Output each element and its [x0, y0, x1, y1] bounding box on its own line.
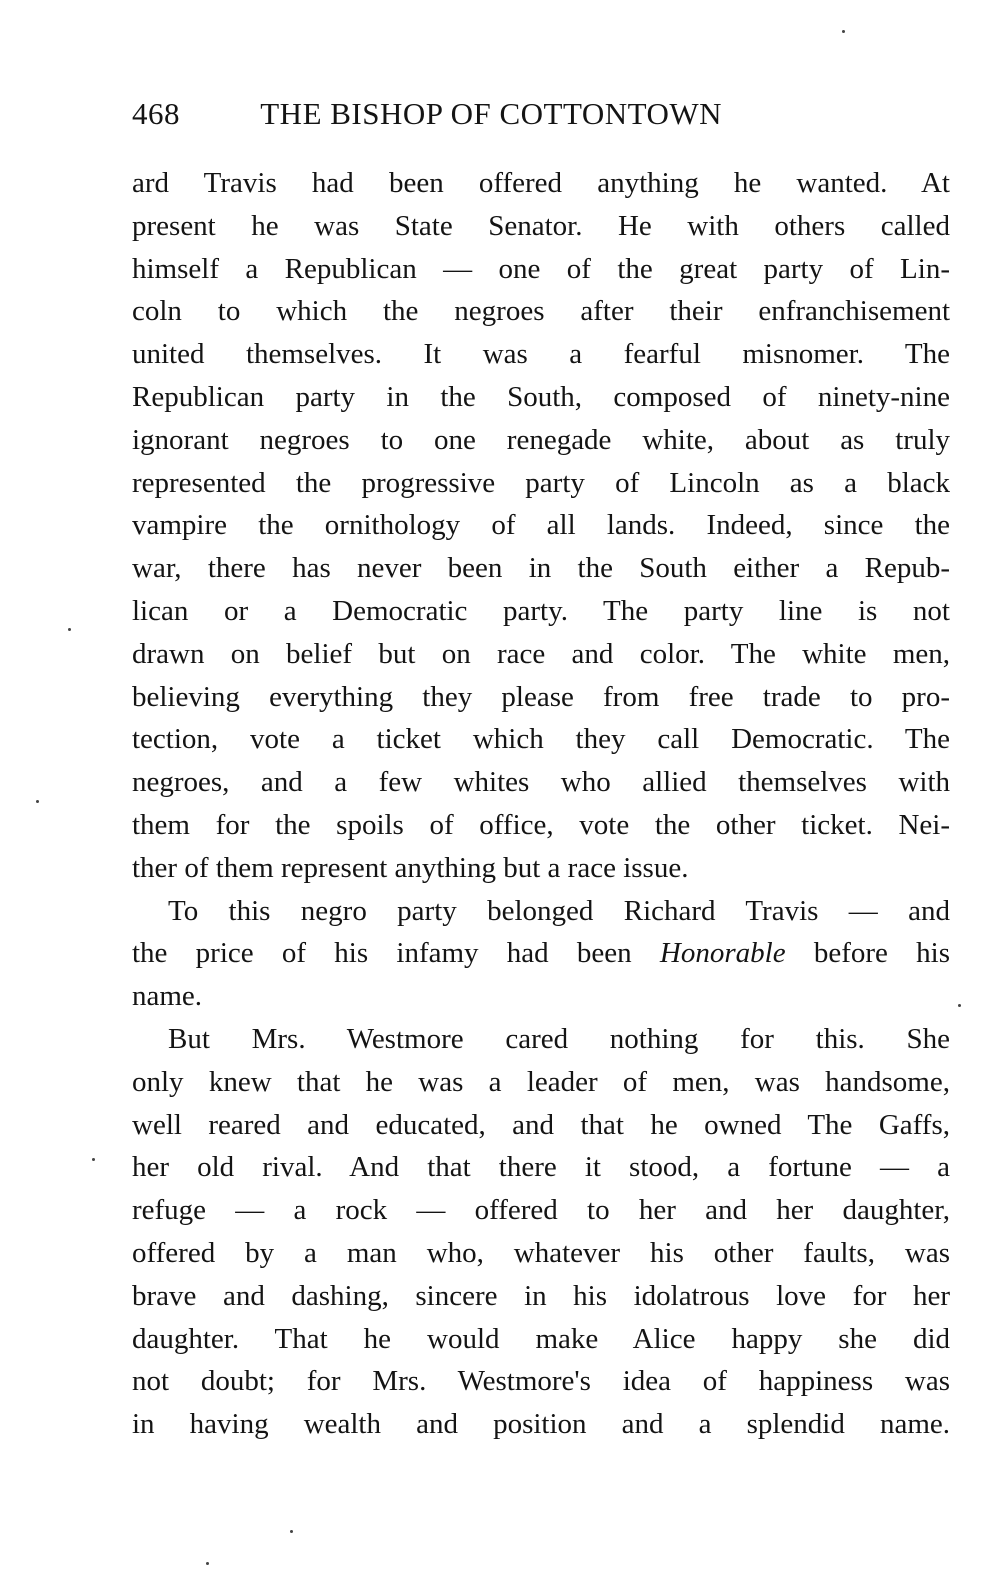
text-line: offered by a man who, whatever his other faults, was — [132, 1236, 950, 1269]
text-line — [132, 932, 950, 975]
text-line: tection, vote a ticket which they call Democratic. The — [132, 723, 950, 756]
text-line: war, there has never been in the South either a Repub- — [132, 552, 950, 585]
text-line: believing everything they please from free trade to pro- — [132, 680, 950, 713]
text-line: her old rival. And that there it stood, a fortune — a — [132, 1151, 950, 1184]
scan-speck — [958, 1004, 961, 1007]
text-line: refuge — a rock — offered to her and her daughter, — [132, 1194, 950, 1227]
text-line: negroes, and a few whites who allied themselves with — [132, 766, 950, 799]
text-line: ard Travis had been offered anything he wanted. At — [132, 167, 950, 199]
text-line: coln to which the negroes after their enfranchisement — [132, 295, 950, 328]
scan-speck — [206, 1562, 209, 1565]
page-header — [132, 96, 852, 140]
text-line: not doubt; for Mrs. Westmore's idea of happiness was — [132, 1365, 950, 1398]
text-line: ignorant negroes to one renegade white, about as truly — [132, 423, 950, 456]
text-line: To this negro party belonged Richard Travis — and — [168, 894, 950, 927]
paragraph-1 — [132, 162, 950, 890]
body-text — [132, 162, 950, 1446]
running-title: THE BISHOP OF COTTONTOWN — [260, 96, 723, 131]
text-line: drawn on belief but on race and color. The white men, — [132, 637, 950, 670]
text-line: in having wealth and position and a splendid name. — [132, 1408, 950, 1441]
text-line: only knew that he was a leader of men, was handsome, — [132, 1065, 950, 1098]
text-line: present he was State Senator. He with others called — [132, 209, 950, 242]
text-fragment: the price of his infamy had been — [132, 937, 660, 970]
text-line: them for the spoils of office, vote the other ticket. Nei- — [132, 808, 950, 841]
text-line: well reared and educated, and that he owned The Gaffs, — [132, 1108, 950, 1141]
text-line: But Mrs. Westmore cared nothing for this. She — [168, 1022, 950, 1055]
text-line: united themselves. It was a fearful misnomer. The — [132, 338, 950, 371]
italic-title: Honorable — [659, 937, 786, 970]
scan-speck — [36, 800, 39, 803]
text-fragment: before his — [785, 937, 950, 970]
text-line: Republican party in the South, composed of ninety-nine — [132, 380, 950, 413]
text-line: lican or a Democratic party. The party line is not — [132, 594, 950, 627]
text-line: daughter. That he would make Alice happy she did — [132, 1322, 950, 1355]
scan-speck — [92, 1158, 95, 1161]
text-line: ther of them represent anything but a race issue. — [132, 851, 689, 884]
paragraph-3 — [132, 1018, 950, 1446]
text-line: name. — [132, 980, 203, 1013]
text-line: vampire the ornithology of all lands. Indeed, since the — [132, 509, 950, 542]
page-number: 468 — [132, 96, 180, 131]
scan-speck — [68, 628, 71, 631]
scan-speck — [290, 1530, 293, 1533]
text-line: brave and dashing, sincere in his idolatrous love for her — [132, 1279, 950, 1312]
text-line: represented the progressive party of Lincoln as a black — [132, 466, 950, 499]
paragraph-2 — [132, 890, 950, 1018]
text-line: himself a Republican — one of the great party of Lin- — [132, 252, 950, 285]
scan-speck — [842, 30, 845, 33]
